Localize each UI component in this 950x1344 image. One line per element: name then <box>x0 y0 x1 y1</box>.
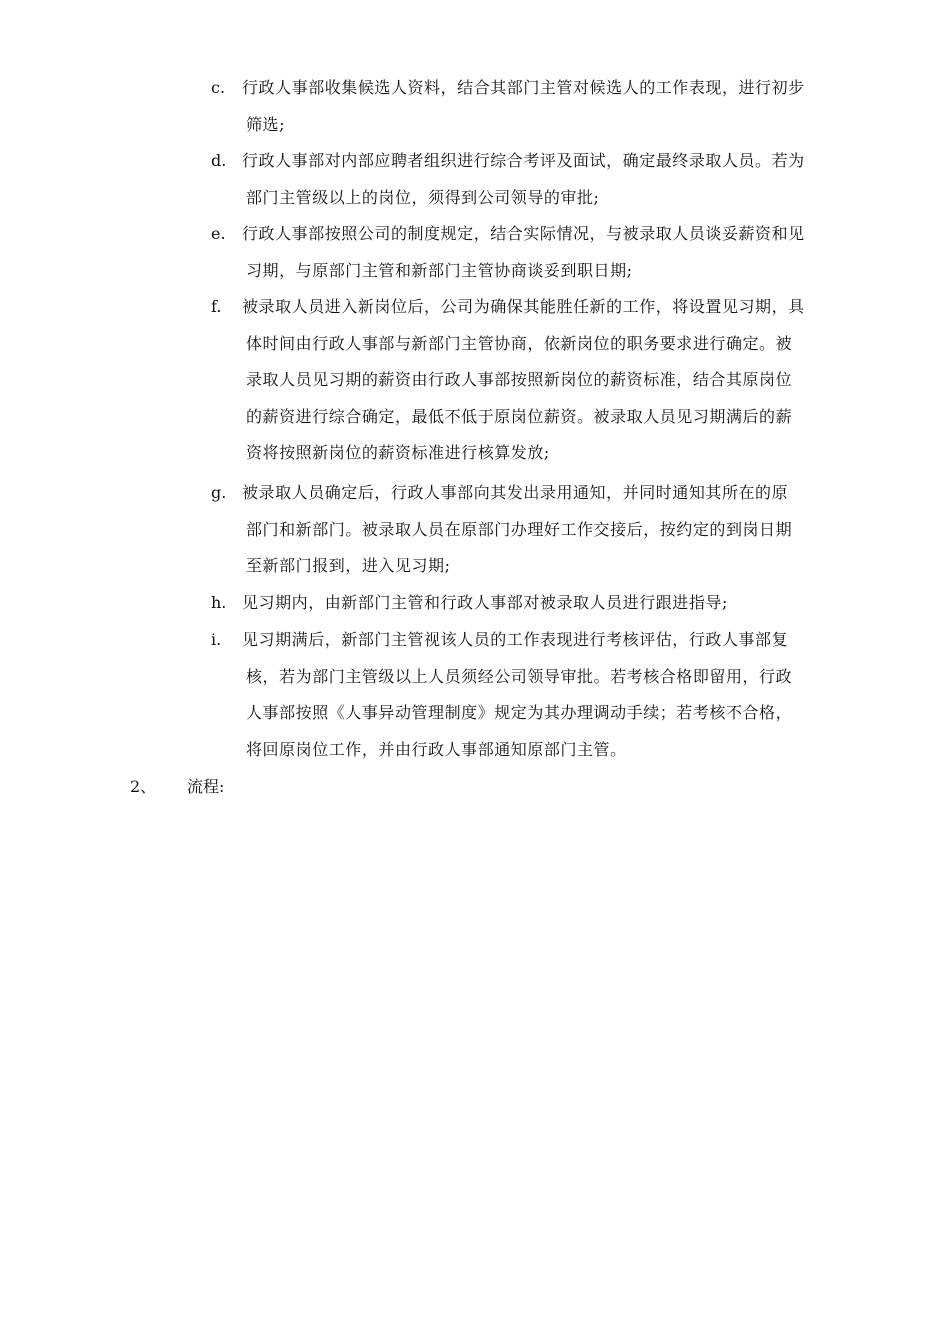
list-marker: h. <box>211 593 227 612</box>
paragraph-line: 将回原岗位工作，并由行政人事部通知原部门主管。 <box>246 739 627 759</box>
paragraph-line: 筛选; <box>246 114 286 134</box>
list-marker: g. <box>211 483 227 502</box>
paragraph-line: 行政人事部按照公司的制度规定，结合实际情况，与被录取人员谈妥薪资和见 <box>242 224 805 243</box>
paragraph-line: 行政人事部对内部应聘者组织进行综合考评及面试，确定最终录取人员。若为 <box>242 151 805 170</box>
paragraph-line: 的薪资进行综合确定，最低不低于原岗位薪资。被录取人员见习期满后的薪 <box>246 406 793 426</box>
list-marker: d. <box>211 151 227 170</box>
section-title: 流程: <box>187 777 225 796</box>
paragraph-line: 见习期满后，新部门主管视该人员的工作表现进行考核评估，行政人事部复 <box>242 630 789 649</box>
paragraph-line: 至新部门报到，进入见习期; <box>246 556 451 575</box>
paragraph-line: 人事部按照《人事异动管理制度》规定为其办理调动手续；若考核不合格， <box>246 703 793 722</box>
paragraph-line: 体时间由行政人事部与新部门主管协商，依新岗位的职务要求进行确定。被 <box>246 333 793 353</box>
paragraph-line: 被录取人员确定后，行政人事部向其发出录用通知，并同时通知其所在的原 <box>242 483 789 502</box>
section-number: 2、 <box>130 777 157 796</box>
paragraph-line: 录取人员见习期的薪资由行政人事部按照新岗位的薪资标准，结合其原岗位 <box>246 370 793 389</box>
list-marker: f. <box>211 297 222 316</box>
paragraph-line: 核，若为部门主管级以上人员须经公司领导审批。若考核合格即留用，行政 <box>246 666 793 686</box>
paragraph-line: 见习期内，由新部门主管和行政人事部对被录取人员进行跟进指导; <box>242 593 728 612</box>
paragraph-line: 习期，与原部门主管和新部门主管协商谈妥到职日期; <box>246 260 633 280</box>
paragraph-line: 部门主管级以上的岗位，须得到公司领导的审批; <box>246 187 600 207</box>
paragraph-line: 部门和新部门。被录取人员在原部门办理好工作交接后，按约定的到岗日期 <box>246 519 793 539</box>
list-marker: i. <box>211 630 222 649</box>
list-marker: c. <box>211 78 226 97</box>
paragraph-line: 资将按照新岗位的薪资标准进行核算发放; <box>246 443 550 462</box>
paragraph-line: 被录取人员进入新岗位后，公司为确保其能胜任新的工作，将设置见习期，具 <box>242 297 805 316</box>
paragraph-line: 行政人事部收集候选人资料，结合其部门主管对候选人的工作表现，进行初步 <box>242 78 805 97</box>
list-marker: e. <box>211 224 226 243</box>
